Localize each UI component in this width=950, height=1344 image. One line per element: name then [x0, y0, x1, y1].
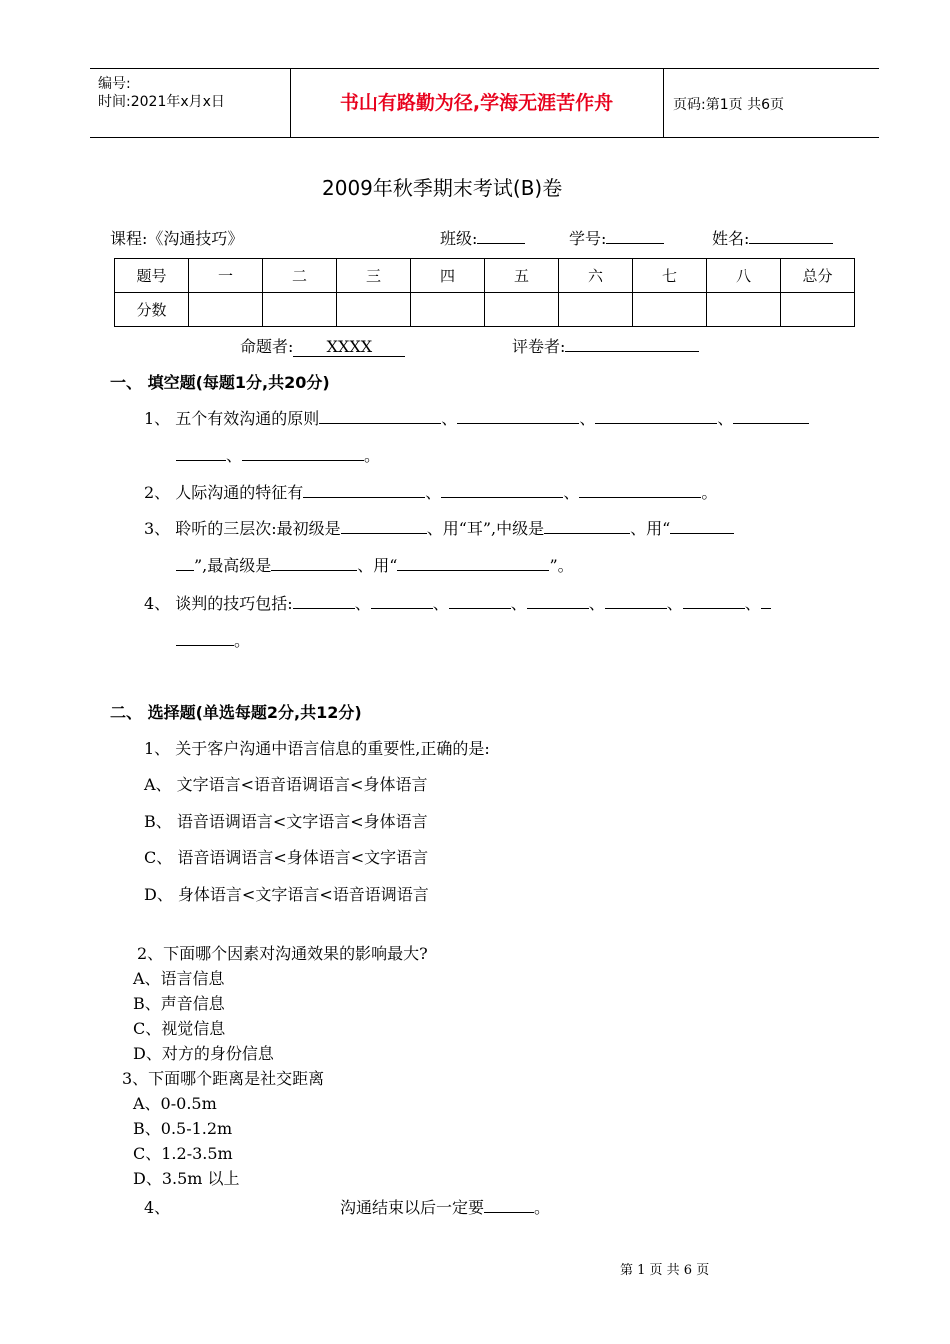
score-cell[interactable] [337, 293, 411, 327]
answer-blank[interactable] [527, 594, 589, 609]
separator: 、 [432, 594, 449, 613]
question-text: 聆听的三层次:最初级是 [175, 519, 341, 538]
table-cell: 一 [189, 259, 263, 293]
separator: 、 [226, 446, 243, 465]
separator: 、 [588, 594, 605, 613]
table-cell: 六 [559, 259, 633, 293]
period: 。 [534, 1198, 551, 1217]
s2-q3-option-d[interactable]: D、3.5m 以上 [133, 1169, 240, 1188]
score-table-header-row [115, 259, 855, 293]
answer-blank[interactable] [670, 519, 734, 534]
s2-q3-option-a[interactable]: A、0-0.5m [133, 1094, 217, 1113]
s2-q2-option-b[interactable]: B、声音信息 [133, 994, 225, 1013]
s1-question-2 [144, 480, 717, 503]
time-label: 时间:2021年x月x日 [98, 94, 225, 110]
period: 。 [701, 483, 718, 502]
class-label: 班级: [440, 229, 478, 248]
separator: 、 [579, 409, 596, 428]
score-cell[interactable] [781, 293, 855, 327]
question-text: 、用“耳”,中级是 [426, 519, 545, 538]
class-field [440, 226, 525, 249]
separator: 、 [744, 594, 761, 613]
s2-question-4 [340, 1195, 550, 1218]
setter-label: 命题者: [240, 337, 294, 356]
student-id-blank[interactable] [606, 229, 664, 244]
question-text: ”,最高级是 [194, 556, 272, 575]
question-text: 五个有效沟通的原则 [175, 409, 320, 428]
page-footer: 第 1 页 共 6 页 [620, 1263, 710, 1278]
s2-q3-option-b[interactable]: B、0.5-1.2m [133, 1119, 233, 1138]
answer-blank[interactable] [449, 594, 511, 609]
number-label: 编号: [98, 76, 131, 92]
separator: 、 [354, 594, 371, 613]
answer-blank[interactable] [319, 409, 441, 424]
table-cell: 七 [633, 259, 707, 293]
header-left-cell [90, 69, 291, 137]
question-text: 谈判的技巧包括: [175, 594, 293, 613]
score-cell[interactable] [485, 293, 559, 327]
s2-q1-option-a[interactable]: A、 文字语言<语音语调语言<身体语言 [144, 775, 428, 794]
answer-blank[interactable] [176, 556, 194, 571]
question-text: 人际沟通的特征有 [175, 483, 304, 502]
answer-blank[interactable] [579, 483, 701, 498]
answer-blank[interactable] [683, 594, 745, 609]
question-number: 4、 [144, 594, 171, 613]
section2-heading: 二、 选择题(单选每题2分,共12分) [110, 703, 362, 722]
separator: 、 [510, 594, 527, 613]
separator: 、 [441, 409, 458, 428]
answer-blank[interactable] [341, 519, 427, 534]
answer-blank[interactable] [457, 409, 579, 424]
name-blank[interactable] [749, 229, 833, 244]
header-motto-cell [290, 69, 664, 137]
question-number: 3、 [144, 519, 171, 538]
answer-blank[interactable] [595, 409, 717, 424]
table-cell: 八 [707, 259, 781, 293]
answer-blank[interactable] [293, 594, 355, 609]
answer-blank[interactable] [544, 519, 630, 534]
score-cell[interactable] [189, 293, 263, 327]
period: 。 [234, 631, 251, 650]
student-id-label: 学号: [569, 229, 607, 248]
answer-blank[interactable] [484, 1198, 534, 1213]
s1-question-1-cont [176, 443, 380, 466]
period: 。 [364, 446, 381, 465]
name-field [712, 226, 833, 249]
table-cell: 题号 [115, 259, 189, 293]
answer-blank[interactable] [441, 483, 563, 498]
s2-q3-option-c[interactable]: C、1.2-3.5m [133, 1144, 233, 1163]
score-row-label: 分数 [115, 293, 189, 327]
separator: 、 [425, 483, 442, 502]
score-cell[interactable] [411, 293, 485, 327]
page-info: 页码:第1页 共6页 [673, 97, 784, 113]
question-text: ”。 [549, 556, 574, 575]
question-text: 、用“ [630, 519, 671, 538]
s2-q2-option-c[interactable]: C、视觉信息 [133, 1019, 226, 1038]
grader-label: 评卷者: [512, 337, 566, 356]
question-text: 、用“ [357, 556, 398, 575]
answer-blank[interactable] [605, 594, 667, 609]
section1-heading: 一、 填空题(每题1分,共20分) [110, 373, 330, 392]
answer-blank[interactable] [176, 446, 226, 461]
class-blank[interactable] [477, 229, 525, 244]
table-cell: 五 [485, 259, 559, 293]
question-text: 沟通结束以后一定要 [340, 1198, 485, 1217]
score-table-score-row [115, 293, 855, 327]
answer-blank[interactable] [371, 594, 433, 609]
s2-question-1: 1、 关于客户沟通中语言信息的重要性,正确的是: [144, 739, 490, 758]
table-cell: 三 [337, 259, 411, 293]
s2-q2-option-a[interactable]: A、语言信息 [133, 969, 225, 988]
s2-question-4-number: 4、 [144, 1198, 171, 1217]
grader-field [512, 334, 699, 357]
question-number: 2、 [144, 483, 171, 502]
course-label: 课程:《沟通技巧》 [110, 229, 244, 248]
score-cell[interactable] [707, 293, 781, 327]
student-id-field [569, 226, 664, 249]
score-cell[interactable] [633, 293, 707, 327]
s2-q2-option-d[interactable]: D、对方的身份信息 [133, 1044, 274, 1063]
setter-field [240, 334, 405, 357]
s1-question-4 [144, 591, 771, 614]
answer-blank[interactable] [303, 483, 425, 498]
answer-blank[interactable] [271, 556, 357, 571]
score-table [114, 258, 855, 327]
motto: 书山有路勤为径,学海无涯苦作舟 [339, 92, 614, 114]
document-header [90, 68, 879, 138]
answer-blank[interactable] [733, 409, 809, 424]
s1-question-1 [144, 406, 809, 429]
s1-question-3 [144, 516, 734, 539]
answer-blank[interactable] [176, 631, 234, 646]
score-cell[interactable] [263, 293, 337, 327]
header-right-cell [663, 69, 879, 137]
s2-q1-option-b[interactable]: B、 语音语调语言<文字语言<身体语言 [144, 812, 428, 831]
s1-question-4-cont [176, 628, 250, 651]
table-cell: 二 [263, 259, 337, 293]
question-number: 1、 [144, 409, 171, 428]
s2-q1-option-c[interactable]: C、 语音语调语言<身体语言<文字语言 [144, 848, 429, 867]
exam-title: 2009年秋季期末考试(B)卷 [322, 176, 563, 200]
answer-blank[interactable] [242, 446, 364, 461]
separator: 、 [666, 594, 683, 613]
setter-value: XXXX [293, 337, 405, 357]
table-cell: 四 [411, 259, 485, 293]
answer-blank[interactable] [761, 594, 771, 609]
grader-blank[interactable] [565, 337, 699, 352]
score-cell[interactable] [559, 293, 633, 327]
name-label: 姓名: [712, 229, 750, 248]
s2-q1-option-d[interactable]: D、 身体语言<文字语言<语音语调语言 [144, 885, 429, 904]
separator: 、 [563, 483, 580, 502]
table-cell: 总分 [781, 259, 855, 293]
s1-question-3-cont [176, 553, 574, 576]
answer-blank[interactable] [397, 556, 549, 571]
separator: 、 [717, 409, 734, 428]
s2-question-2: 2、下面哪个因素对沟通效果的影响最大? [137, 944, 428, 963]
s2-question-3: 3、下面哪个距离是社交距离 [122, 1069, 325, 1088]
